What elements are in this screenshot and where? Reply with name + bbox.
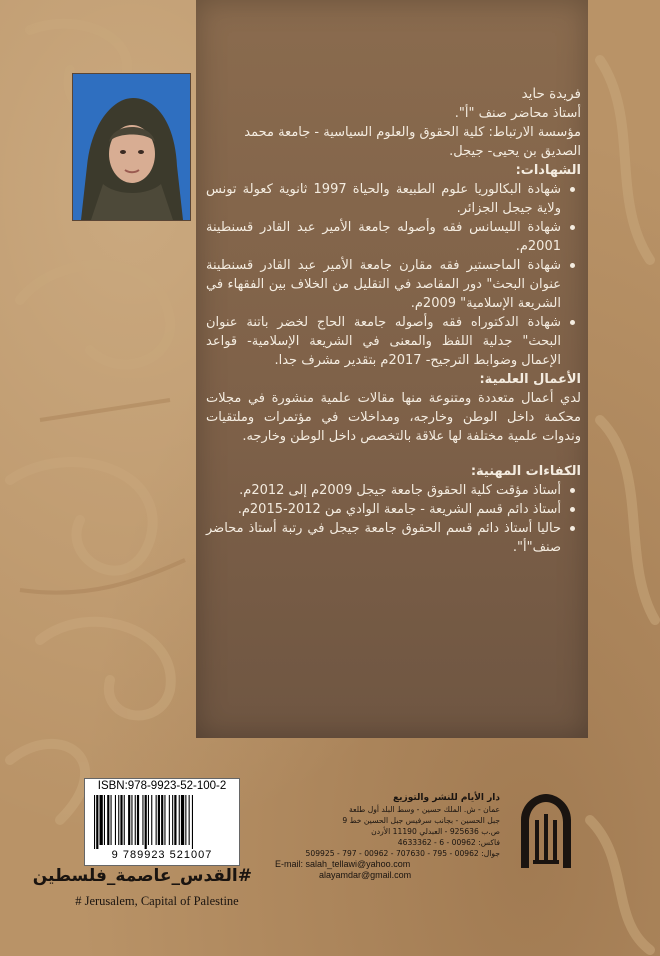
list-item: أستاذ دائم قسم الشريعة - جامعة الوادي من 2012-2015م.: [206, 500, 561, 519]
list-item: أستاذ مؤقت كلية الحقوق جامعة جيجل 2009م إلى 2012م.: [206, 481, 561, 500]
publisher-logo-icon: [515, 790, 577, 868]
slogan-english: # Jerusalem, Capital of Palestine: [75, 894, 239, 908]
publisher-address-1: عمان - ش. الملك حسين - وسط البلد أول طلعة: [348, 805, 500, 814]
author-bio: [206, 85, 581, 557]
slogan-arabic: #القدس_عاصمة_فلسطين: [32, 866, 252, 886]
author-affiliation: مؤسسة الارتباط: كلية الحقوق والعلوم السياسية - جامعة محمد الصديق بن يحيى- جيجل.: [244, 125, 581, 159]
professional-heading: الكفاءات المهنية:: [470, 464, 581, 479]
list-item: شهادة الماجستير فقه مقارن جامعة الأمير عبد القادر قسنطينة عنوان البحث" دور المقاصد في التقليل من الخلاف بين الفقهاء في الشريعة الإسلامية" 2009م.: [206, 258, 561, 311]
publisher-name: دار الأيام للنشر والتوزيع: [393, 793, 500, 803]
author-photo: [72, 73, 191, 221]
certificates-heading: الشهادات:: [515, 163, 581, 178]
author-title: أستاذ محاضر صنف "أ".: [454, 106, 581, 121]
publisher-info: [275, 793, 500, 881]
professional-list: [206, 481, 581, 557]
publisher-mobile: جوال: 00962 - 795 - 707630 - 00962 - 797 - 509925: [305, 849, 500, 858]
isbn-barcode-box: [84, 778, 240, 866]
publisher-fax: فاكس: 00962 - 6 - 4633362: [397, 838, 500, 847]
publisher-email-2: alayamdar@gmail.com: [319, 870, 412, 880]
portrait-image: [73, 74, 190, 220]
isbn-label: ISBN:978-9923-52-100-2: [97, 780, 227, 792]
scientific-works-text: لدي أعمال متعددة ومتنوعة منها مقالات علمية منشورة في مجلات محكمة داخل الوطن وخارجه، ومداخلات في مؤتمرات وملتقيات وندوات علمية مختلفة لها علاقة بالتخصص داخل الوطن وخارجه.: [206, 391, 581, 444]
author-name: فريدة حايد: [521, 86, 581, 102]
list-item: شهادة البكالوريا علوم الطبيعة والحياة 1997 ثانوية كعولة تونس ولاية جيجل الجزائر.: [206, 182, 561, 216]
publisher-email-1: E-mail: salah_tellawi@yahoo.com: [275, 859, 411, 869]
list-item: شهادة الدكتوراه فقه وأصوله جامعة الحاج لخضر باتنة عنوان البحث" جدلية اللفظ والمعنى في الشريعة الإسلامية- قواعد الإعمال وضوابط الترجيح- 2017م بتقدير مشرف جدا.: [206, 315, 561, 368]
certificates-list: [206, 180, 581, 370]
barcode-icon: [88, 795, 236, 849]
scientific-works-heading: الأعمال العلمية:: [479, 372, 581, 387]
list-item: حاليا أستاذ دائم قسم الحقوق جامعة جيجل في رتبة أستاذ محاضر صنف"أ".: [206, 521, 561, 555]
publisher-address-2: جبل الحسين - بجانب سرفيس جبل الحسين خط 9: [342, 816, 500, 825]
barcode-digits: 9 789923 521007: [111, 849, 213, 861]
publisher-pobox: ص.ب 925636 - العبدلي 11190 الأردن: [371, 827, 500, 836]
list-item: شهادة الليسانس فقه وأصوله جامعة الأمير عبد القادر قسنطينة 2001م.: [206, 220, 561, 254]
